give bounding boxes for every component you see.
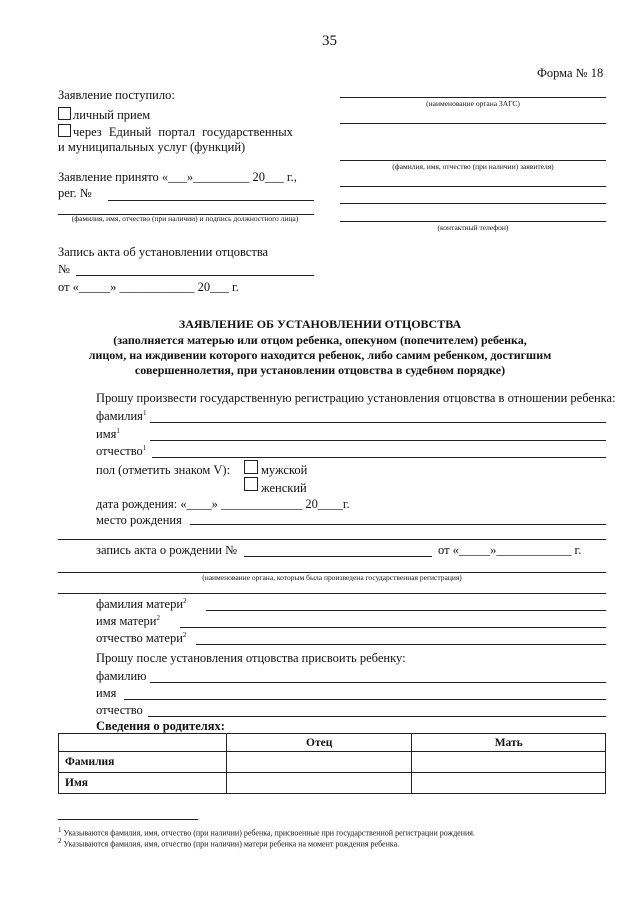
form-subtitle-3: совершеннолетия, при установлении отцовства в судебном порядке) bbox=[134, 363, 506, 377]
phone-caption: (контактный телефон) bbox=[437, 223, 509, 232]
parents-heading: Сведения о родителях: bbox=[96, 719, 225, 733]
birth-record-line[interactable] bbox=[244, 556, 432, 557]
registrar-line-2[interactable] bbox=[58, 593, 606, 594]
assign-patronymic-line[interactable] bbox=[148, 716, 606, 717]
mother-name-line[interactable] bbox=[180, 627, 606, 628]
mother-surname-cell[interactable] bbox=[412, 752, 606, 773]
female-checkbox[interactable] bbox=[244, 477, 258, 491]
registrar-caption: (наименование органа, которым была произведена государственная регистрация) bbox=[202, 573, 462, 582]
row-surname-label: Фамилия bbox=[59, 752, 227, 773]
male-checkbox[interactable] bbox=[244, 460, 258, 474]
reg-no-label: рег. № bbox=[58, 186, 92, 200]
child-patronymic-label: отчество$^1$ bbox=[96, 444, 147, 459]
father-surname-cell[interactable] bbox=[227, 752, 412, 773]
birth-record-label: запись акта о рождении № bbox=[96, 543, 238, 557]
table-corner-cell bbox=[59, 734, 227, 752]
birthplace-line[interactable] bbox=[190, 524, 606, 525]
phone-line[interactable] bbox=[340, 221, 606, 222]
act-from-line: от «_____» ____________ 20___ г. bbox=[58, 280, 239, 294]
female-label: женский bbox=[261, 481, 307, 495]
child-surname-label: фамилия$^1$ bbox=[96, 409, 147, 424]
zags-caption: (наименование органа ЗАГС) bbox=[426, 99, 520, 108]
mother-name-cell[interactable] bbox=[412, 773, 606, 794]
in-person-label: личный прием bbox=[73, 108, 151, 122]
zags-line[interactable] bbox=[340, 97, 606, 98]
assign-surname-label: фамилию bbox=[96, 669, 147, 683]
column-father: Отец bbox=[227, 734, 412, 752]
father-name-cell[interactable] bbox=[227, 773, 412, 794]
address-line-1[interactable] bbox=[340, 186, 606, 187]
assign-name-line[interactable] bbox=[124, 699, 606, 700]
act-no-label: № bbox=[58, 262, 70, 276]
received-label: Заявление поступило: bbox=[58, 88, 175, 102]
assign-request: Прошу после установления отцовства присвоить ребенку: bbox=[96, 651, 406, 665]
gosuslugi-checkbox[interactable] bbox=[58, 124, 71, 137]
mother-name-label: имя матери$^2$ bbox=[96, 614, 160, 629]
mother-surname-label: фамилия матери$^2$ bbox=[96, 597, 187, 612]
child-surname-line[interactable] bbox=[150, 422, 606, 423]
row-name-label: Имя bbox=[59, 773, 227, 794]
in-person-checkbox[interactable] bbox=[58, 107, 71, 120]
male-label: мужской bbox=[261, 463, 308, 477]
assign-patronymic-label: отчество bbox=[96, 703, 143, 717]
page-number: 35 bbox=[322, 33, 337, 49]
official-caption: (фамилия, имя, отчество (при наличии) и подпись должностного лица) bbox=[71, 214, 299, 223]
gender-label: пол (отметить знаком V): bbox=[96, 463, 231, 477]
form-subtitle-1: (заполняется матерью или отцом ребенка, опекуном (попечителем) ребенка, bbox=[113, 333, 527, 347]
birthplace-label: место рождения bbox=[96, 513, 182, 527]
child-name-label: имя$^1$ bbox=[96, 427, 120, 442]
applicant-line-2[interactable] bbox=[340, 160, 606, 161]
applicant-caption: (фамилия, имя, отчество (при наличии) заявителя) bbox=[392, 162, 554, 171]
footnote-1: $^1$ Указываются фамилия, имя, отчество (при наличии) ребенка, присвоенные при государственной регистрации рождения. bbox=[58, 826, 475, 838]
dob-line: дата рождения: «____» _____________ 20____г. bbox=[96, 497, 350, 511]
reg-no-line[interactable] bbox=[108, 200, 314, 201]
act-record-label: Запись акта об установлении отцовства bbox=[58, 245, 269, 259]
footnote-2: $^2$ Указываются фамилия, имя, отчество (при наличии) матери ребенка на момент рождения ребенка. bbox=[58, 837, 400, 849]
act-no-line[interactable] bbox=[76, 275, 314, 276]
gosuslugi-label-2: и муниципальных услуг (функций) bbox=[58, 140, 246, 154]
form-number: Форма № 18 bbox=[537, 66, 604, 80]
footnote-separator bbox=[58, 819, 198, 820]
child-patronymic-line[interactable] bbox=[152, 457, 606, 458]
table-row bbox=[59, 773, 606, 794]
column-mother: Мать bbox=[412, 734, 606, 752]
accepted-line: Заявление принято «___»_________ 20___ г., bbox=[58, 170, 297, 184]
table-header-row bbox=[59, 734, 606, 752]
birthplace-line-2[interactable] bbox=[58, 539, 606, 540]
mother-surname-line[interactable] bbox=[206, 610, 606, 611]
assign-surname-line[interactable] bbox=[150, 682, 606, 683]
birth-record-date: от «_____»____________ г. bbox=[438, 543, 582, 557]
form-title: ЗАЯВЛЕНИЕ ОБ УСТАНОВЛЕНИИ ОТЦОВСТВА bbox=[178, 317, 462, 331]
mother-patronymic-label: отчество матери$^2$ bbox=[96, 631, 187, 646]
mother-patronymic-line[interactable] bbox=[196, 644, 606, 645]
parents-table bbox=[58, 733, 606, 794]
request-text: Прошу произвести государственную регистрацию установления отцовства в отношении ребенка: bbox=[96, 391, 616, 405]
child-name-line[interactable] bbox=[150, 440, 606, 441]
applicant-line-1[interactable] bbox=[340, 123, 606, 124]
assign-name-label: имя bbox=[96, 686, 117, 700]
table-row bbox=[59, 752, 606, 773]
form-subtitle-2: лицом, на иждивении которого находится ребенок, либо самим ребенком, достигшим bbox=[88, 348, 552, 362]
gosuslugi-label-1: через Единый портал государственных bbox=[73, 125, 293, 139]
address-line-2[interactable] bbox=[340, 203, 606, 204]
